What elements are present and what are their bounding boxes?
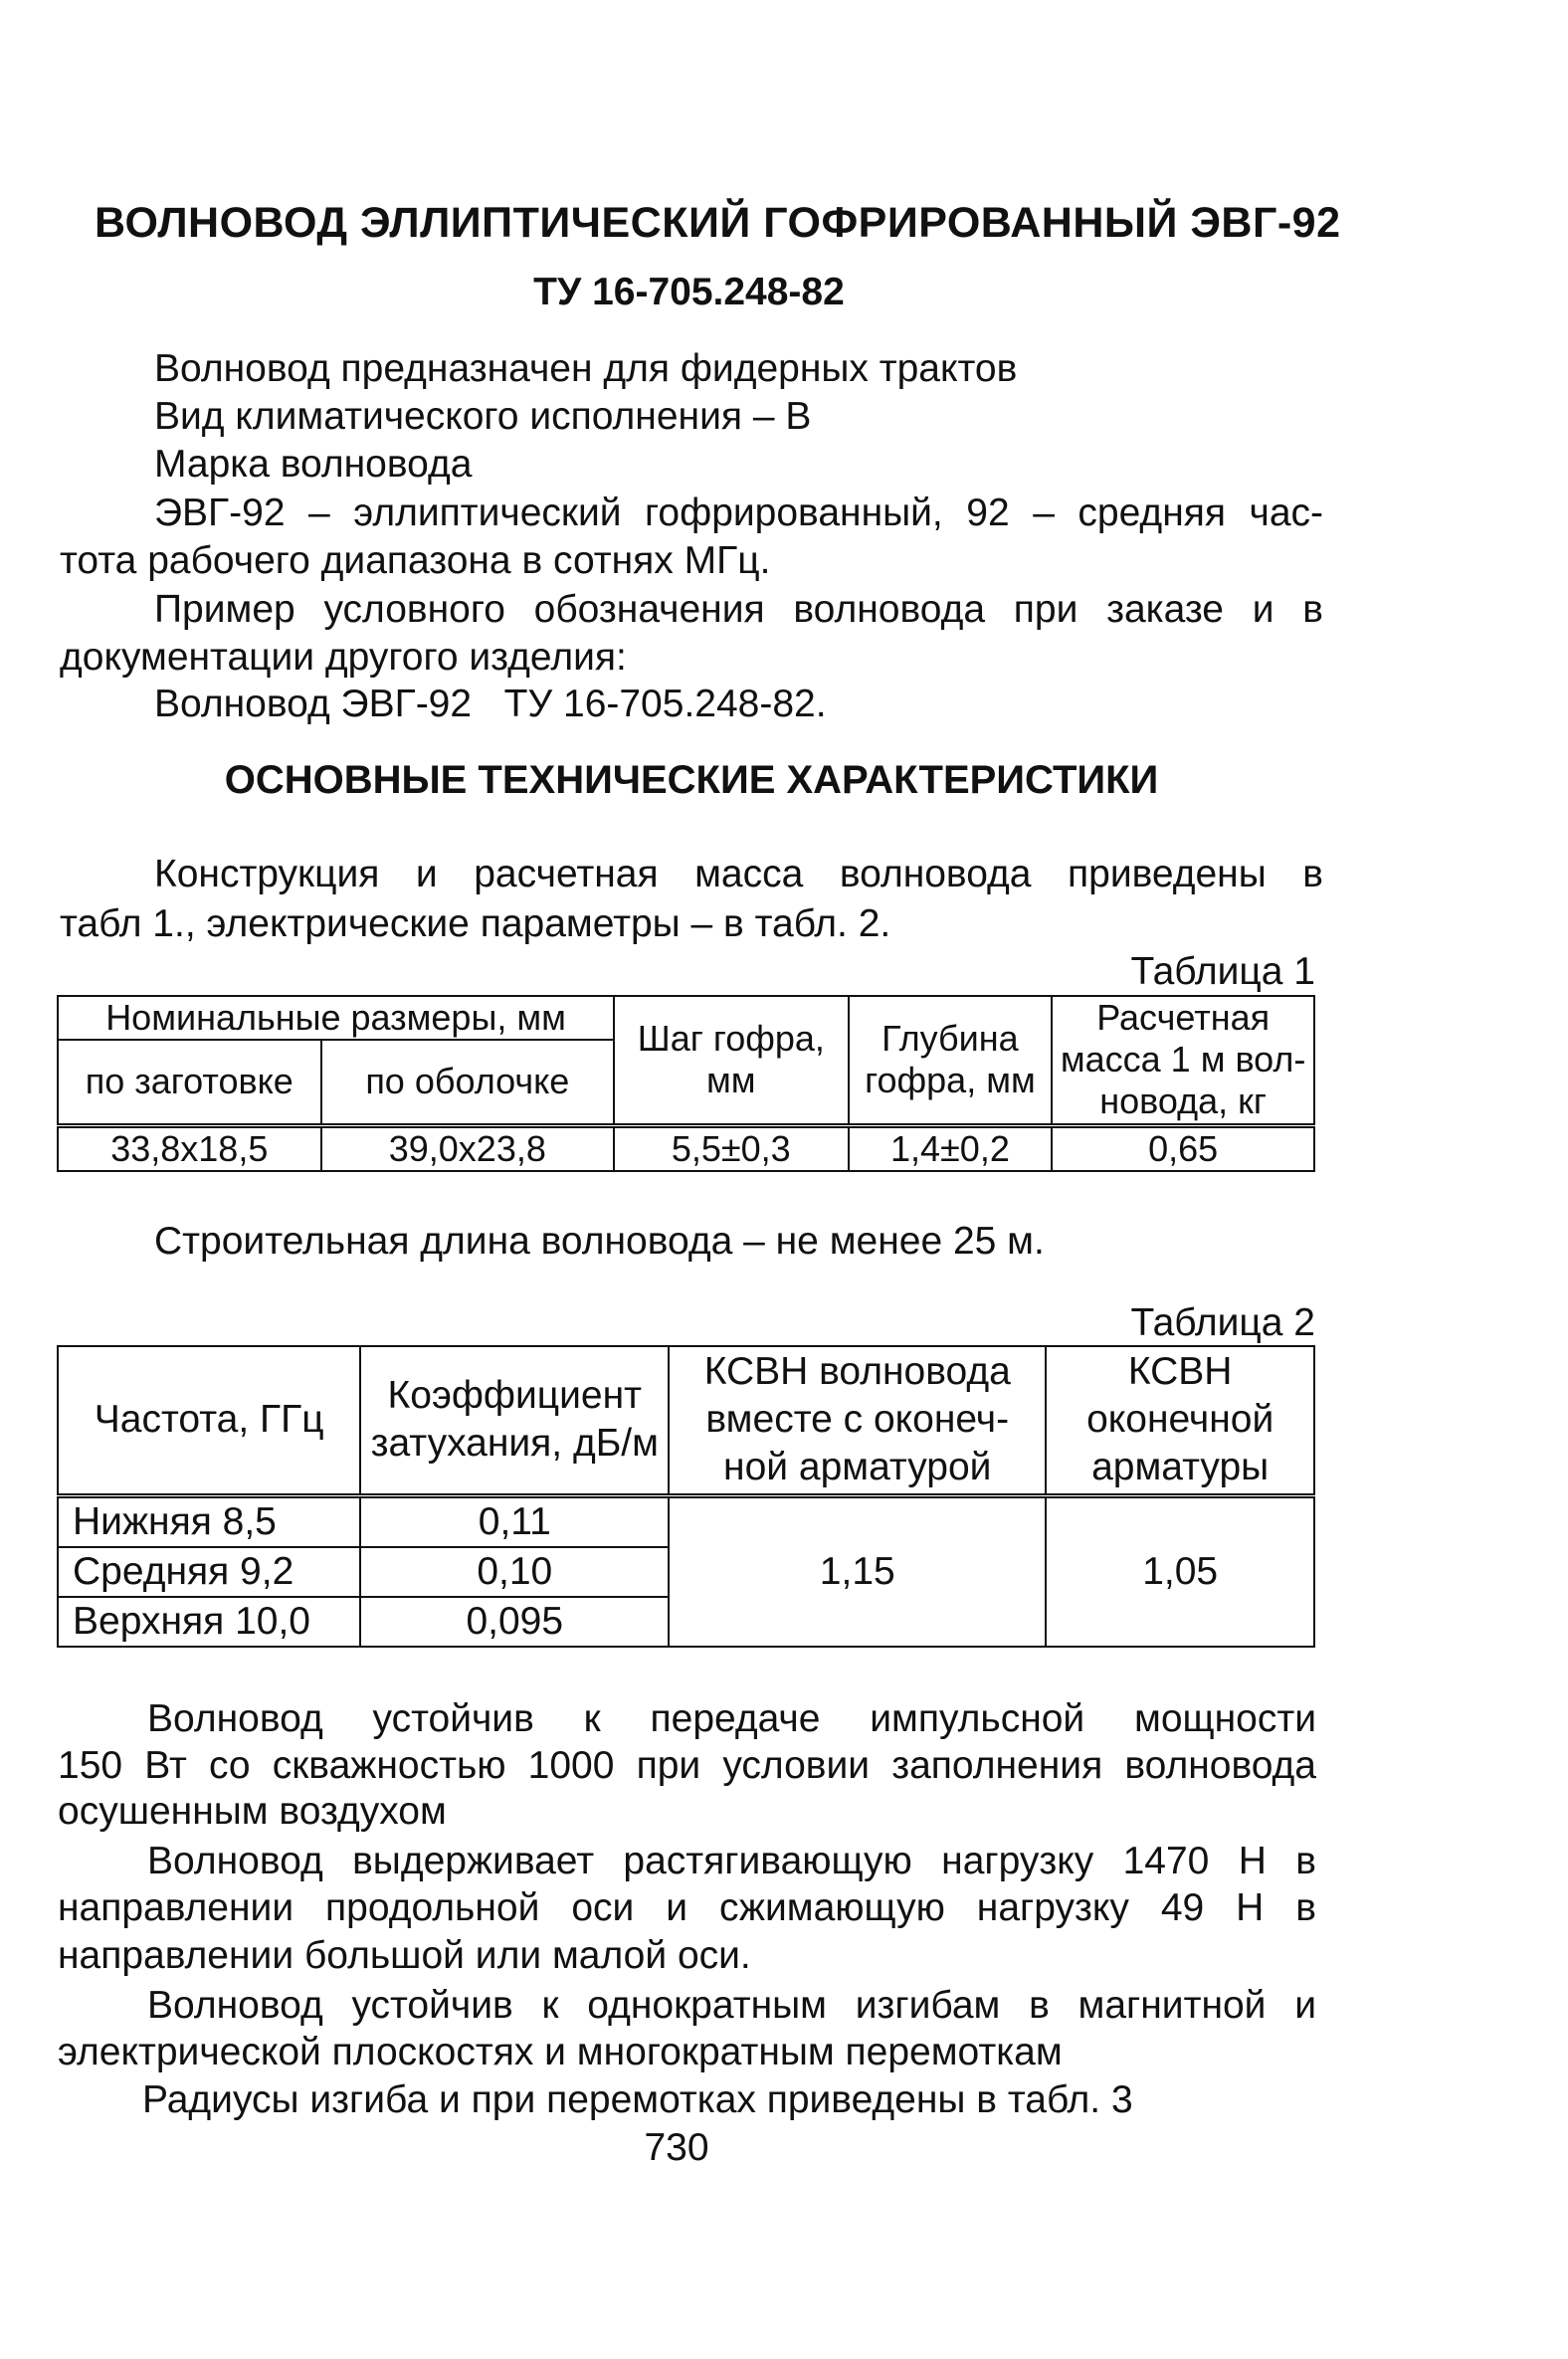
table1-cell-depth: 1,4±0,2 <box>849 1125 1053 1171</box>
section-text-line-2: табл 1., электрические параметры – в табл. 2. <box>60 902 891 945</box>
intro-line-7: документации другого изделия: <box>60 636 627 679</box>
table2-header-vswr: КСВН волновода вместе с оконеч-ной арматурой <box>669 1346 1046 1495</box>
table1-cell-mass: 0,65 <box>1052 1125 1314 1171</box>
section-text-line-1: Конструкция и расчетная масса волновода приведены в <box>154 853 1323 895</box>
table-row <box>58 1125 1314 1171</box>
intro-line-5: тота рабочего диапазона в сотнях МГц. <box>60 539 771 582</box>
section-title: ОСНОВНЫЕ ТЕХНИЧЕСКИЕ ХАРАКТЕРИСТИКИ <box>224 758 1159 802</box>
table1-header-pitch: Шаг гофра, мм <box>614 996 849 1125</box>
intro-line-6: Пример условного обозначения волновода при заказе и в <box>154 588 1323 631</box>
table2-cell-attenuation: 0,10 <box>360 1547 669 1597</box>
length-text: Строительная длина волновода – не менее 25 м. <box>154 1220 1045 1263</box>
table2 <box>57 1345 1315 1648</box>
intro-line-1: Волновод предназначен для фидерных трактов <box>154 347 1018 390</box>
intro-line-3: Марка волновода <box>154 443 473 486</box>
table1-cell-shell: 39,0x23,8 <box>321 1125 614 1171</box>
paragraph-2-line-3: направлении большой или малой оси. <box>58 1934 751 1977</box>
table2-cell-frequency: Средняя 9,2 <box>58 1547 360 1597</box>
table1-cell-blank: 33,8x18,5 <box>58 1125 321 1171</box>
paragraph-1-line-1: Волновод устойчив к передаче импульсной мощности <box>147 1697 1316 1740</box>
table1-header-shell: по оболочке <box>321 1040 614 1125</box>
paragraph-1-line-2: 150 Вт со скважностью 1000 при условии заполнения волновода <box>58 1744 1316 1787</box>
paragraph-2-line-1: Волновод выдерживает растягивающую нагрузку 1470 Н в <box>147 1840 1316 1882</box>
paragraph-1-line-3: осушенным воздухом <box>58 1790 447 1833</box>
paragraph-3-line-1: Волновод устойчив к однократным изгибам в магнитной и <box>147 1984 1316 2027</box>
table2-cell-vswr-end: 1,05 <box>1046 1495 1314 1647</box>
table2-cell-vswr: 1,15 <box>669 1495 1046 1647</box>
paragraph-2-line-2: направлении продольной оси и сжимающую нагрузку 49 Н в <box>58 1886 1316 1929</box>
table2-cell-attenuation: 0,095 <box>360 1597 669 1647</box>
table2-header-vswr-end: КСВН оконечной арматуры <box>1046 1346 1314 1495</box>
table2-cell-frequency: Верхняя 10,0 <box>58 1597 360 1647</box>
spec-number: ТУ 16-705.248-82 <box>533 271 845 313</box>
table2-header-frequency: Частота, ГГц <box>58 1346 360 1495</box>
table1 <box>57 995 1315 1172</box>
table2-caption: Таблица 2 <box>1130 1301 1315 1344</box>
paragraph-3-line-2: электрической плоскостях и многократным перемоткам <box>58 2031 1063 2073</box>
table1-header-nominal-sizes: Номинальные размеры, мм <box>58 996 614 1040</box>
table1-caption: Таблица 1 <box>1130 950 1315 993</box>
table1-header-blank: по заготовке <box>58 1040 321 1125</box>
table1-header-depth: Глубина гофра, мм <box>849 996 1053 1125</box>
table2-cell-attenuation: 0,11 <box>360 1495 669 1547</box>
intro-line-8: Волновод ЭВГ-92 ТУ 16-705.248-82. <box>154 683 827 725</box>
paragraph-4-line-1: Радиусы изгиба и при перемотках приведены в табл. 3 <box>142 2078 1133 2121</box>
intro-line-2: Вид климатического исполнения – В <box>154 395 812 438</box>
table-row <box>58 1495 1314 1547</box>
document-title: ВОЛНОВОД ЭЛЛИПТИЧЕСКИЙ ГОФРИРОВАННЫЙ ЭВГ-92 <box>95 199 1341 247</box>
intro-line-4: ЭВГ-92 – эллиптический гофрированный, 92 – средняя час- <box>154 491 1323 534</box>
table2-header-attenuation: Коэффициент затухания, дБ/м <box>360 1346 669 1495</box>
table1-header-mass: Расчетная масса 1 м вол-новода, кг <box>1052 996 1314 1125</box>
table2-cell-frequency: Нижняя 8,5 <box>58 1495 360 1547</box>
page-number: 730 <box>644 2126 709 2169</box>
table1-cell-pitch: 5,5±0,3 <box>614 1125 849 1171</box>
